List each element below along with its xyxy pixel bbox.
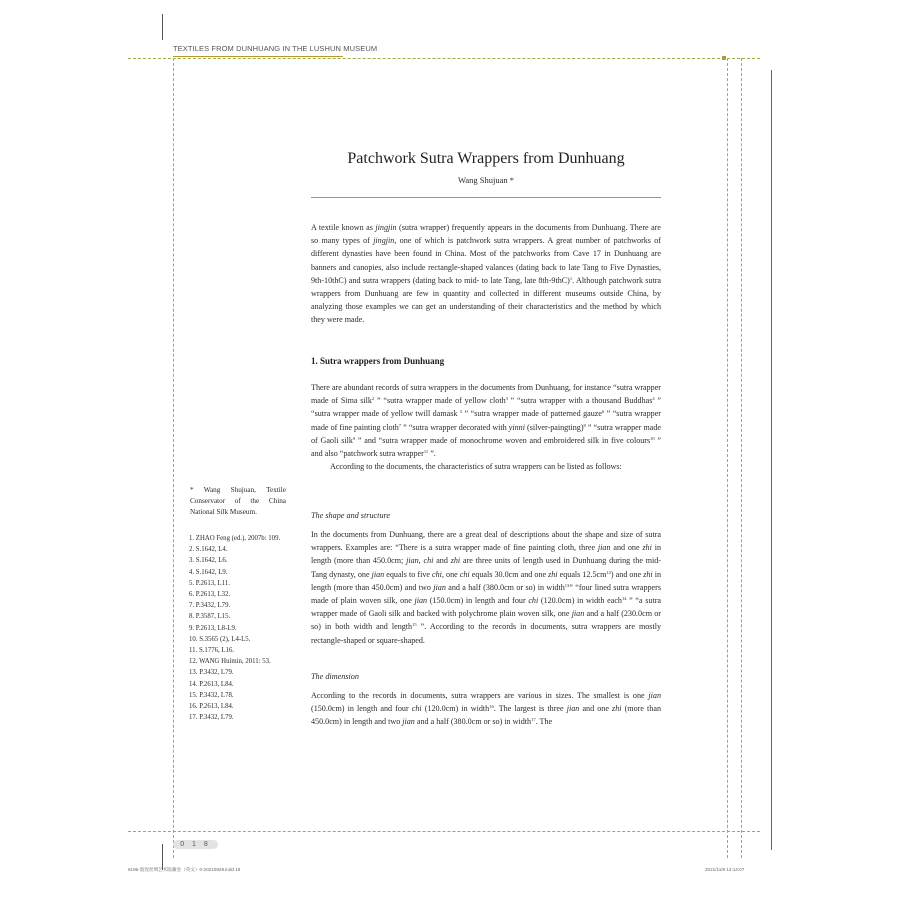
footnote-item: 2. S.1642, L4. [189,546,228,554]
footnotes-list [189,533,289,723]
dimension-paragraph: According to the records in documents, sutra wrappers are various in sizes. The smallest is one jian (150.0cm) in length and four chi (120.0cm) in width$^{16}$. The largest is three jian and one zhi (more than 450.0cm) in length and two jian and a half (380.0cm or so) in width$^{17}$. The [311,691,661,727]
footnote-item: 15. P.3432, L78. [189,691,234,699]
page-edge-right [771,70,772,850]
footnote-item: 13. P.3432, L79. [189,669,234,677]
footnote-item: 11. S.1776, L16. [189,647,235,655]
file-slug: 8196-敦煌丝绸艺术版藏卷（英文）0-20210928.indd 18 [128,867,241,872]
intro-paragraph: A textile known as jingjin (sutra wrapper) frequently appears in the documents from Dunhuang. There are so many types of jingjin, one of which is patchwork sutra wrappers. A great number of patchworks of different dynasties have been found in China. Most of the patchworks from Cave 17 in Dunhuang are banners and canopies, also include rectangle-shaped valances (dating back to late Tang to Five Dynasties, 9th-10thC) and sutra wrappers (dating back to mid- to late Tang, late 8th-9thC)$^1$. Although patchwork sutra wrappers from Dunhuang are few in quantity and collected in different museums outside China, by analyzing those examples we can get an understanding of their characteristics and the method by which they were made. [311,223,662,325]
footnote-item: 5. P.2613, L11. [189,579,230,587]
article-author: Wang Shujuan * [458,175,514,185]
footnote-item: 12. WANG Huimin, 2011: 53. [189,658,271,666]
author-note: * Wang Shujuan, Textile Conservator of the China National Silk Museum. [190,486,286,516]
guide-line-bottom [128,831,760,832]
section-heading: 1. Sutra wrappers from Dunhuang [311,356,445,366]
footnote-item: 4. S.1642, L9. [189,568,228,576]
footnote-item: 17. P.3432, L79. [189,714,234,722]
guide-line-top [128,58,760,59]
footnote-item: 8. P.3587, L15. [189,613,231,621]
section-paragraph-1: There are abundant records of sutra wrappers in the documents from Dunhuang, for instance “sutra wrapper made of Sima silk$^2$ ” “sutra wrapper made of yellow cloth$^3$ ” “sutra wrapper with a thousand Buddhas$^4$ ” “sutra wrapper made of yellow twill damask $^5$ ” “sutra wrapper made of patterned gauze$^6$ ” “sutra wrapper made of fine painting cloth$^7$ ” “sutra wrapper decorated with yinni (silver-paingting)$^8$ ” “sutra wrapper made of Gaoli silk$^9$ ” and “sutra wrapper made of monochrome woven and embroidered silk in five colours$^{10}$ ” and also “patchwork sutra wrapper$^{11}$ ”. According to the documents, the characteristics of sutra wrappers can be listed as follows: [311,381,661,473]
subheading-dimension: The dimension [311,672,359,681]
running-head-rule [173,56,343,57]
corner-mark [722,56,726,60]
running-head: TEXTILES FROM DUNHUANG IN THE LUSHUN MUSEUM [173,44,378,53]
guide-line-left [173,58,174,858]
page-number: 0 1 8 [173,840,218,849]
footnote-item: 16. P.2613, L84. [189,703,234,711]
footnote-item: 3. S.1642, L6. [189,557,228,565]
article-title: Patchwork Sutra Wrappers from Dunhuang [347,150,625,167]
print-timestamp: 2021/11/9 14:14:07 [705,867,745,872]
guide-line-right-2 [741,58,742,858]
footnote-item: 6. P.2613, L32. [189,591,231,599]
footnote-item: 10. S.3565 (2), L4-L5. [189,635,251,643]
shape-paragraph: In the documents from Dunhuang, there are a great deal of descriptions about the shape and size of sutra wrappers. Examples are: “There is a sutra wrapper made of fine painting cloth, three jian and one zhi in length (more than 450.0cm; jian, chi and zhi are three units of length used in Dunhuang during the mid-Tang dynasty, one jian equals to five chi, one chi equals 30.0cm and one zhi equals $12.5cm^{12}$) and one zhi in length (more than 450.0cm) and two jian and a half (380.0cm or so) in width$^{13}$” “four lined sutra wrappers made of plain woven silk, one jian (150.0cm) in length and four chi (120.0cm) in width each$^{14}$ ” “a sutra wrapper made of Gaoli silk and backed with polychrome plain woven silk, one jian and a half (230.0cm or so) in both width and length$^{15}$ ”. According to the records in documents, sutra wrappers are mostly rectangle-shaped or square-shaped. [311,530,662,645]
section-paragraph-2: According to the documents, the characteristics of sutra wrappers can be listed as follows: [330,462,622,472]
footnote-item: 9. P.2613, L8-L9. [189,624,237,632]
title-rule [311,197,661,198]
crop-mark-top [162,14,163,40]
footnote-item: 1. ZHAO Feng (ed.), 2007b: 109. [189,535,281,542]
subheading-shape: The shape and structure [311,511,391,520]
guide-line-right-1 [727,58,728,858]
footnote-item: 7. P.3432, L79. [189,602,231,610]
footnote-ref: 1 [569,275,573,281]
footnote-item: 14. P.2613, L84. [189,680,234,688]
